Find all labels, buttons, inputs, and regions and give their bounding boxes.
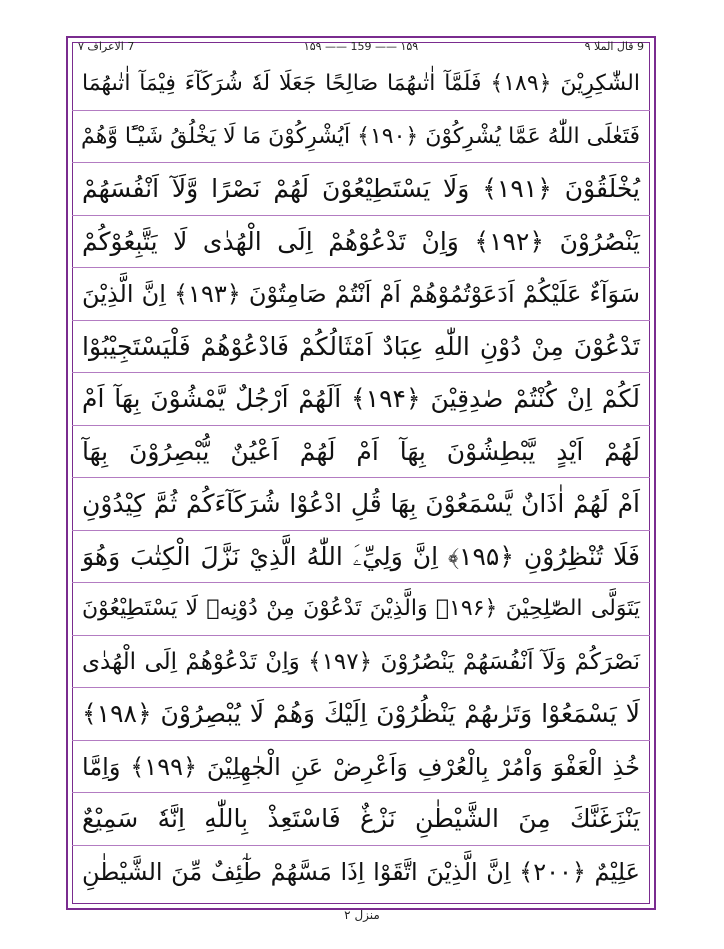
verse-line xyxy=(72,268,650,321)
verse-line xyxy=(72,373,650,426)
surah-label: 7 الاعراف ۷ xyxy=(78,40,135,53)
juz-label: 9 قال الملا ۹ xyxy=(584,40,644,53)
verse-line-text: يَتَوَلَّى الصّٰلِحِيْنَ ﴿۱۹۶﴾ وَالَّذِيْنَ تَدْعُوْنَ مِنْ دُوْنِهٖ لَا يَسْتَطِيْعُوْنَ xyxy=(82,596,640,621)
verse-line xyxy=(72,216,650,269)
verse-line xyxy=(72,478,650,531)
verse-line xyxy=(72,583,650,636)
verse-line-text: خُذِ الْعَفْوَ وَاْمُرْ بِالْعُرْفِ وَاَعْرِضْ عَنِ الْجٰهِلِيْنَ ﴿۱۹۹﴾ وَاِمَّا xyxy=(82,752,640,781)
verse-line xyxy=(72,688,650,741)
verse-line xyxy=(72,793,650,846)
verse-line-text: يَنْصُرُوْنَ ﴿۱۹۲﴾ وَاِنْ تَدْعُوْهُمْ اِلَى الْهُدٰى لَا يَتَّبِعُوْكُمْ xyxy=(82,226,640,256)
manzil-footer: منزل ۲ xyxy=(344,908,380,922)
page-number: ۱۵۹ —— 159 —— ۱۵۹ xyxy=(303,40,419,53)
verse-line-text: يَنْزَغَنَّكَ مِنَ الشَّيْطٰنِ نَزْغٌ فَاسْتَعِذْ بِاللّٰهِ اِنَّهٗ سَمِيْعٌ xyxy=(82,804,640,833)
verse-line-text: لَا يَسْمَعُوْا وَتَرٰىهُمْ يَنْظُرُوْنَ اِلَيْكَ وَهُمْ لَا يُبْصِرُوْنَ ﴿۱۹۸﴾ xyxy=(82,699,640,728)
verse-line xyxy=(72,321,650,374)
verse-line-text: لَهُمْ اَيْدٍ يَّبْطِشُوْنَ بِهَآ اَمْ لَهُمْ اَعْيُنٌ يُّبْصِرُوْنَ بِهَآ xyxy=(82,436,640,466)
verse-line-text: اَمْ لَهُمْ اٰذَانٌ يَّسْمَعُوْنَ بِهَا قُلِ ادْعُوْا شُرَكَآءَكُمْ ثُمَّ كِيْدُوْنِ xyxy=(82,489,640,518)
verse-line-text: سَوَآءٌ عَلَيْكُمْ اَدَعَوْتُمُوْهُمْ اَمْ اَنْتُمْ صَامِتُوْنَ ﴿۱۹۳﴾ اِنَّ الَّذِيْنَ xyxy=(82,280,641,308)
verse-line-text: نَصْرَكُمْ وَلَآ اَنْفُسَهُمْ يَنْصُرُوْنَ ﴿۱۹۷﴾ وَاِنْ تَدْعُوْهُمْ اِلَى الْهُدٰى xyxy=(82,648,640,675)
verse-line-text: الشّٰكِرِيْنَ ﴿۱۸۹﴾ فَلَمَّآ اٰتٰىهُمَا صَالِحًا جَعَلَا لَهٗ شُرَكَآءَ فِيْمَآ اٰتٰىهُمَا xyxy=(82,71,641,96)
verse-line-text: لَكُمْ اِنْ كُنْتُمْ صٰدِقِيْنَ ﴿۱۹۴﴾ اَلَهُمْ اَرْجُلٌ يَّمْشُوْنَ بِهَآ اَمْ xyxy=(82,384,640,413)
verse-line xyxy=(72,58,650,111)
verse-line-text: فَتَعٰلَى اللّٰهُ عَمَّا يُشْرِكُوْنَ ﴿۱۹۰﴾ اَيُشْرِكُوْنَ مَا لَا يَخْلُقُ شَيْـًٔا وَّهُمْ xyxy=(81,123,640,149)
verse-line xyxy=(72,111,650,164)
verse-line-text: يُخْلَقُوْنَ ﴿۱۹۱﴾ وَلَا يَسْتَطِيْعُوْنَ لَهُمْ نَصْرًا وَّلَآ اَنْفُسَهُمْ xyxy=(82,174,640,203)
verse-line xyxy=(72,426,650,479)
verse-line xyxy=(72,163,650,216)
verse-line xyxy=(72,846,650,899)
verse-line xyxy=(72,636,650,689)
verse-lines xyxy=(72,58,650,898)
verse-line xyxy=(72,741,650,794)
page-header xyxy=(74,38,648,56)
verse-line-text: تَدْعُوْنَ مِنْ دُوْنِ اللّٰهِ عِبَادٌ اَمْثَالُكُمْ فَادْعُوْهُمْ فَلْيَسْتَجِيْبُوْا xyxy=(82,331,640,361)
verse-line-text: عَلِيْمٌ ﴿۲۰۰﴾ اِنَّ الَّذِيْنَ اتَّقَوْا اِذَا مَسَّهُمْ طٰٓئِفٌ مِّنَ الشَّيْطٰنِ xyxy=(82,857,641,886)
verse-line xyxy=(72,531,650,584)
verse-line-text: فَلَا تُنْظِرُوْنِ ﴿۱۹۵﴾ اِنَّ وَلِيِّۦَ اللّٰهُ الَّذِيْ نَزَّلَ الْكِتٰبَ وَهُوَ xyxy=(82,541,640,571)
